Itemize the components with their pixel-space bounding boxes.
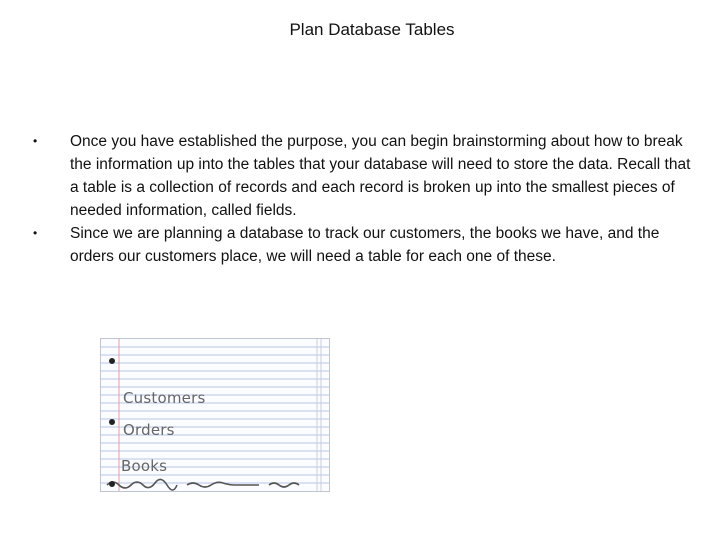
- bullet-dot-icon: •: [33, 226, 38, 240]
- bullet-text: Since we are planning a database to track our customers, the books we have, and the orders our customers place, we will need a table for each one of these.: [70, 225, 660, 265]
- bullet-text: Once you have established the purpose, you can begin brainstorming about how to break the information up into the tables that your database will need to store the data. Recall that a table is a collection of records and each record is broken up into the smallest pieces of needed information, called fields.: [70, 133, 691, 219]
- bullet-dot-icon: [109, 419, 115, 425]
- slide-title: Plan Database Tables: [289, 20, 455, 39]
- bullet-dot-icon: [109, 358, 115, 364]
- bullet-item: [30, 222, 700, 268]
- bullet-dot-icon: •: [33, 134, 38, 148]
- notebook-item-orders: Orders: [123, 421, 175, 439]
- notebook-item-customers: Customers: [123, 389, 206, 407]
- bullet-dot-icon: [109, 481, 115, 487]
- bullet-item: [30, 130, 700, 222]
- bullet-list: [30, 130, 700, 268]
- notebook-image: [100, 338, 330, 492]
- notebook-item-books: Books: [121, 457, 168, 475]
